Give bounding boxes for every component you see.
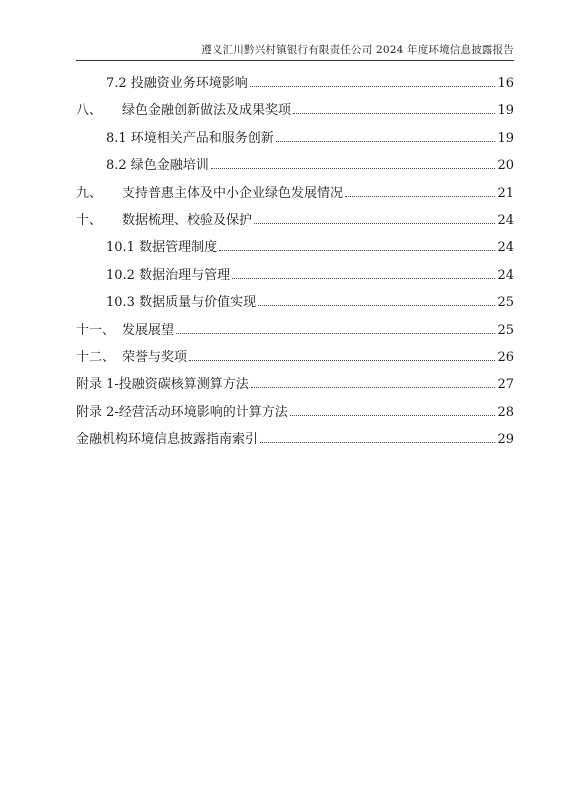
toc-dot-leader [250, 86, 496, 87]
toc-page-number: 24 [497, 240, 514, 256]
toc-page-number: 20 [497, 158, 514, 174]
toc-dot-leader [260, 442, 495, 443]
toc-page-number: 29 [497, 432, 514, 448]
page-header: 遵义汇川黔兴村镇银行有限责任公司 2024 年度环境信息披露报告 [201, 44, 514, 56]
toc-page-number: 19 [497, 103, 514, 119]
toc-dot-leader [219, 250, 495, 251]
toc-entry[interactable] [76, 127, 514, 154]
toc-dot-leader [290, 415, 496, 416]
toc-entry[interactable] [76, 264, 514, 291]
toc-entry[interactable] [76, 209, 514, 236]
toc-entry-title: 8.1 环境相关产品和服务创新 [106, 130, 274, 146]
toc-dot-leader [254, 223, 495, 224]
toc-page-number: 24 [497, 267, 514, 283]
toc-entry[interactable] [76, 182, 514, 209]
toc-chapter-number: 十二、 [76, 349, 116, 365]
toc-chapter-number: 十、 [76, 212, 103, 228]
toc-entry-title: 10.2 数据治理与管理 [106, 267, 231, 283]
toc-page-number: 27 [497, 377, 514, 393]
toc-chapter-number: 九、 [76, 185, 103, 201]
toc-dot-leader [258, 305, 495, 306]
header-divider [76, 60, 514, 61]
toc-entry-title: 附录 2-经营活动环境影响的计算方法 [76, 404, 288, 420]
toc-entry-title: 10.1 数据管理制度 [106, 240, 218, 256]
toc-entry[interactable] [76, 99, 514, 126]
toc-entry-title [76, 209, 252, 228]
toc-chapter-number: 十一、 [76, 322, 116, 338]
toc-dot-leader [211, 168, 496, 169]
toc-entry[interactable] [76, 319, 514, 346]
toc-chapter-title: 数据梳理、校验及保护 [122, 212, 253, 228]
toc-page-number: 25 [497, 322, 514, 338]
toc-entry-title: 金融机构环境信息披露指南索引 [76, 432, 259, 448]
toc-entry[interactable] [76, 428, 514, 455]
toc-dot-leader [293, 113, 495, 114]
toc-entry[interactable] [76, 401, 514, 428]
toc-page-number: 26 [497, 349, 514, 365]
toc-entry-title [76, 346, 187, 365]
toc-page-number: 24 [497, 212, 514, 228]
toc-chapter-title: 发展展望 [122, 322, 175, 338]
toc-entry[interactable] [76, 236, 514, 263]
toc-entry-title: 8.2 绿色金融培训 [106, 158, 209, 174]
toc-page-number: 28 [497, 404, 514, 420]
toc-page-number: 19 [497, 130, 514, 146]
toc-entry[interactable] [76, 72, 514, 99]
toc-entry[interactable] [76, 373, 514, 400]
toc-dot-leader [276, 141, 496, 142]
toc-entry[interactable] [76, 154, 514, 181]
toc-chapter-title: 荣誉与奖项 [122, 349, 188, 365]
toc-entry-title [76, 319, 174, 338]
toc-chapter-number: 八、 [76, 103, 103, 119]
toc-chapter-title: 支持普惠主体及中小企业绿色发展情况 [122, 185, 344, 201]
toc-entry[interactable] [76, 346, 514, 373]
toc-page-number: 21 [497, 185, 514, 201]
toc-dot-leader [251, 387, 496, 388]
toc-dot-leader [345, 196, 495, 197]
toc-entry-title: 7.2 投融资业务环境影响 [106, 76, 248, 91]
toc-page-number: 25 [497, 295, 514, 311]
toc-entry-title [76, 99, 291, 118]
toc-entry-title: 附录 1-投融资碳核算测算方法 [76, 377, 249, 393]
toc-dot-leader [232, 278, 495, 279]
table-of-contents [76, 72, 514, 455]
toc-chapter-title: 绿色金融创新做法及成果奖项 [122, 103, 292, 119]
toc-entry-title: 10.3 数据质量与价值实现 [106, 295, 257, 311]
toc-entry-title [76, 182, 343, 201]
toc-entry[interactable] [76, 291, 514, 318]
toc-dot-leader [176, 333, 495, 334]
toc-dot-leader [189, 360, 495, 361]
toc-page-number: 16 [497, 76, 514, 91]
